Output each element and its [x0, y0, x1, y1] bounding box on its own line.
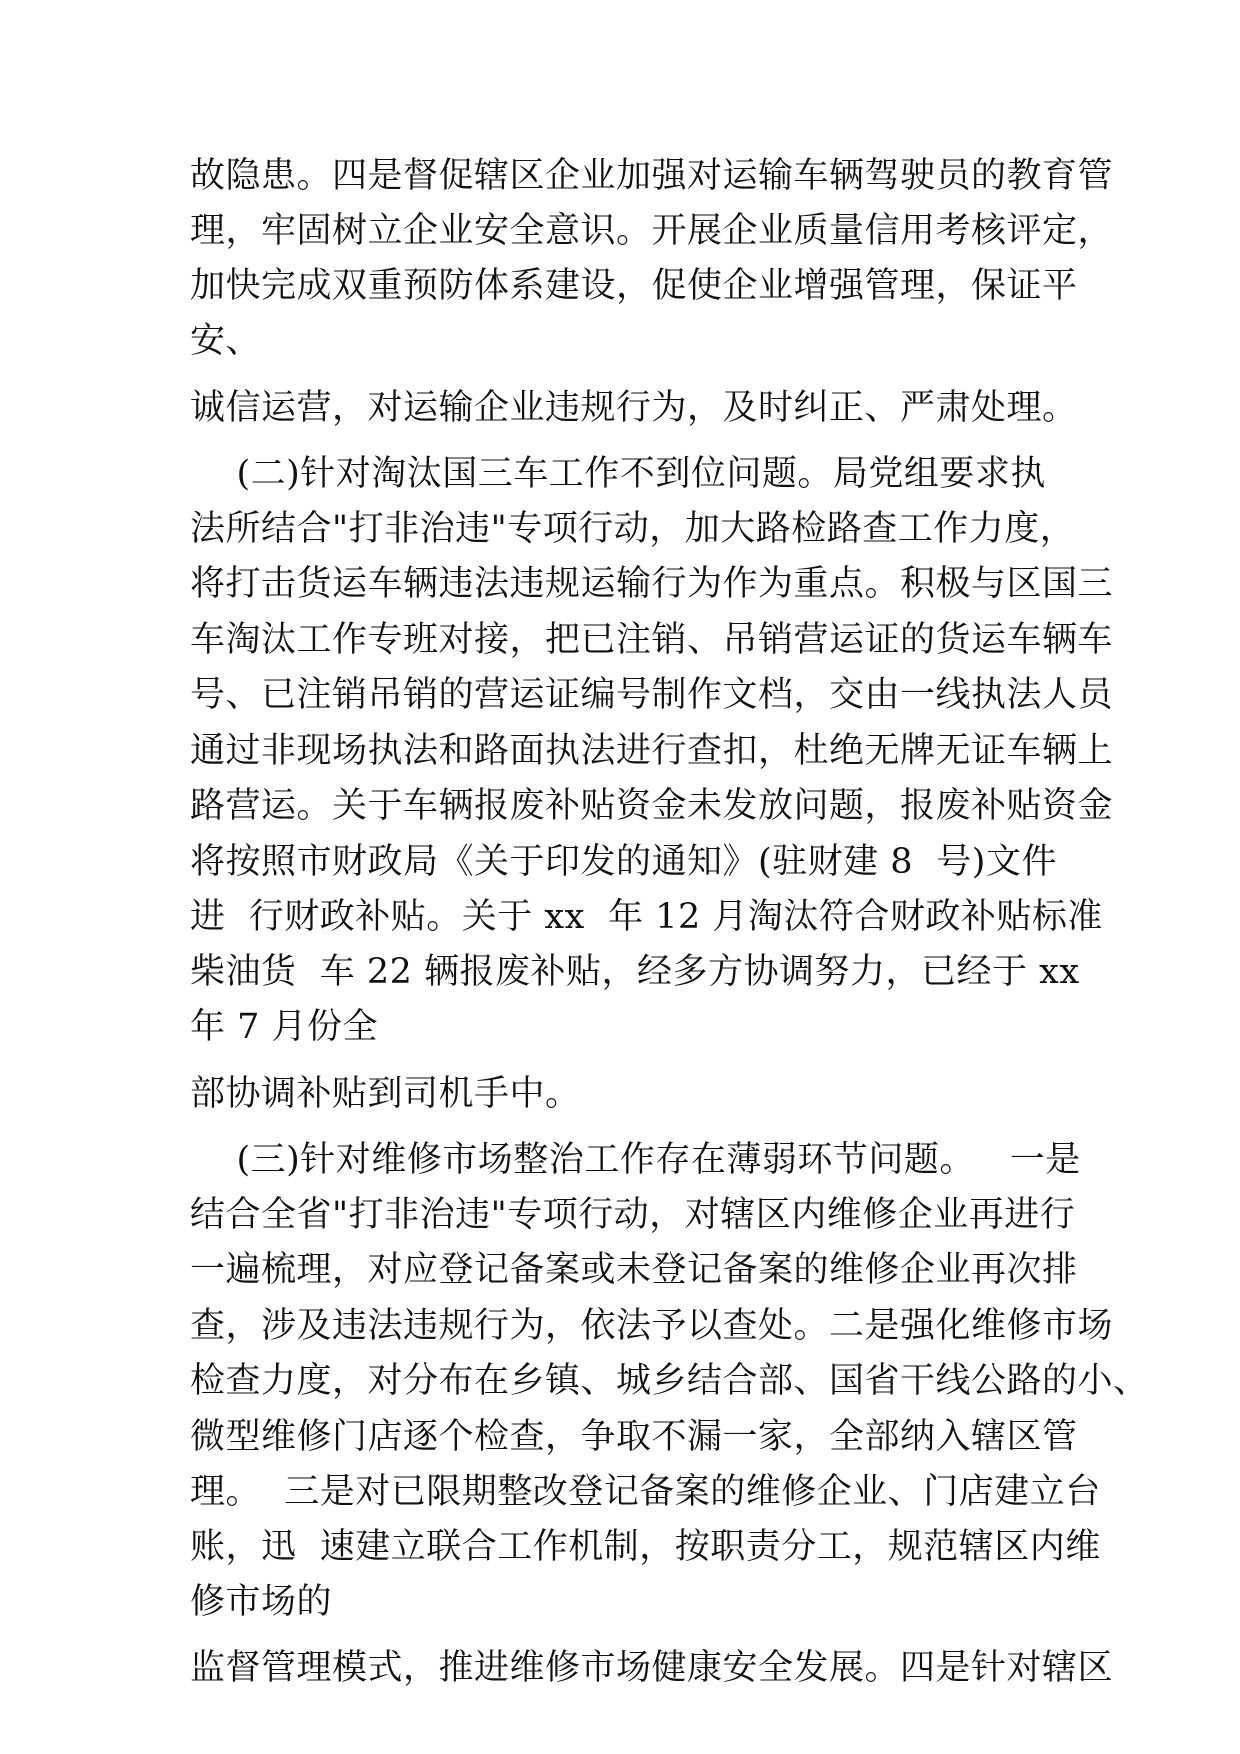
text-line-26: 修市场的 [190, 1582, 333, 1622]
text-line-10: 号、已注销吊销的营运证编号制作文档，交由一线执法人员 [190, 675, 1114, 715]
text-line-6: (二)针对淘汰国三车工作不到位问题。局党组要求执 [190, 454, 1046, 494]
text-line-16: 年 7 月份全 [190, 1007, 379, 1047]
text-line-4: 安、 [190, 321, 262, 361]
text-line-13: 将按照市财政局《关于印发的通知》(驻财建 8 号)文件 [190, 842, 1057, 882]
text-line-24: 理。 三是对已限期整改登记备案的维修企业、门店建立台 [190, 1472, 1101, 1512]
text-line-23: 微型维修门店逐个检查，争取不漏一家，全部纳入辖区管 [190, 1417, 1078, 1457]
text-line-7: 法所结合"打非治违"专项行动，加大路检路查工作力度， [190, 509, 1076, 549]
text-line-17: 部协调补贴到司机手中。 [190, 1074, 581, 1114]
text-line-20: 一遍梳理，对应登记备案或未登记备案的维修企业再次排 [190, 1250, 1078, 1290]
text-line-15: 柴油货 车 22 辆报废补贴，经多方协调努力，已经于 xx [190, 952, 1080, 992]
text-line-19: 结合全省"打非治违"专项行动，对辖区内维修企业再进行 [190, 1195, 1076, 1235]
text-line-9: 车淘汰工作专班对接，把已注销、吊销营运证的货运车辆车 [190, 620, 1114, 660]
text-line-14: 进 行财政补贴。关于 xx 年 12 月淘汰符合财政补贴标准 [190, 897, 1103, 937]
text-line-22: 检查力度，对分布在乡镇、城乡结合部、国省干线公路的小、 [190, 1361, 1149, 1401]
text-line-3: 加快完成双重预防体系建设，促使企业增强管理，保证平 [190, 266, 1078, 306]
text-line-2: 理，牢固树立企业安全意识。开展企业质量信用考核评定， [190, 211, 1114, 251]
text-line-27: 监督管理模式，推进维修市场健康安全发展。四是针对辖区 [190, 1648, 1114, 1688]
text-line-11: 通过非现场执法和路面执法进行查扣，杜绝无牌无证车辆上 [190, 731, 1114, 771]
text-line-5: 诚信运营，对运输企业违规行为，及时纠正、严肃处理。 [190, 388, 1078, 428]
text-line-1: 故隐患。四是督促辖区企业加强对运输车辆驾驶员的教育管 [190, 156, 1114, 196]
text-line-21: 查，涉及违法违规行为，依法予以查处。二是强化维修市场 [190, 1306, 1114, 1346]
text-line-18: (三)针对维修市场整治工作存在薄弱环节问题。 一是 [190, 1140, 1081, 1180]
text-line-12: 路营运。关于车辆报废补贴资金未发放问题，报废补贴资金 [190, 786, 1114, 826]
text-line-8: 将打击货运车辆违法违规运输行为作为重点。积极与区国三 [190, 564, 1114, 604]
text-line-25: 账，迅 速建立联合工作机制，按职责分工，规范辖区内维 [190, 1527, 1101, 1567]
